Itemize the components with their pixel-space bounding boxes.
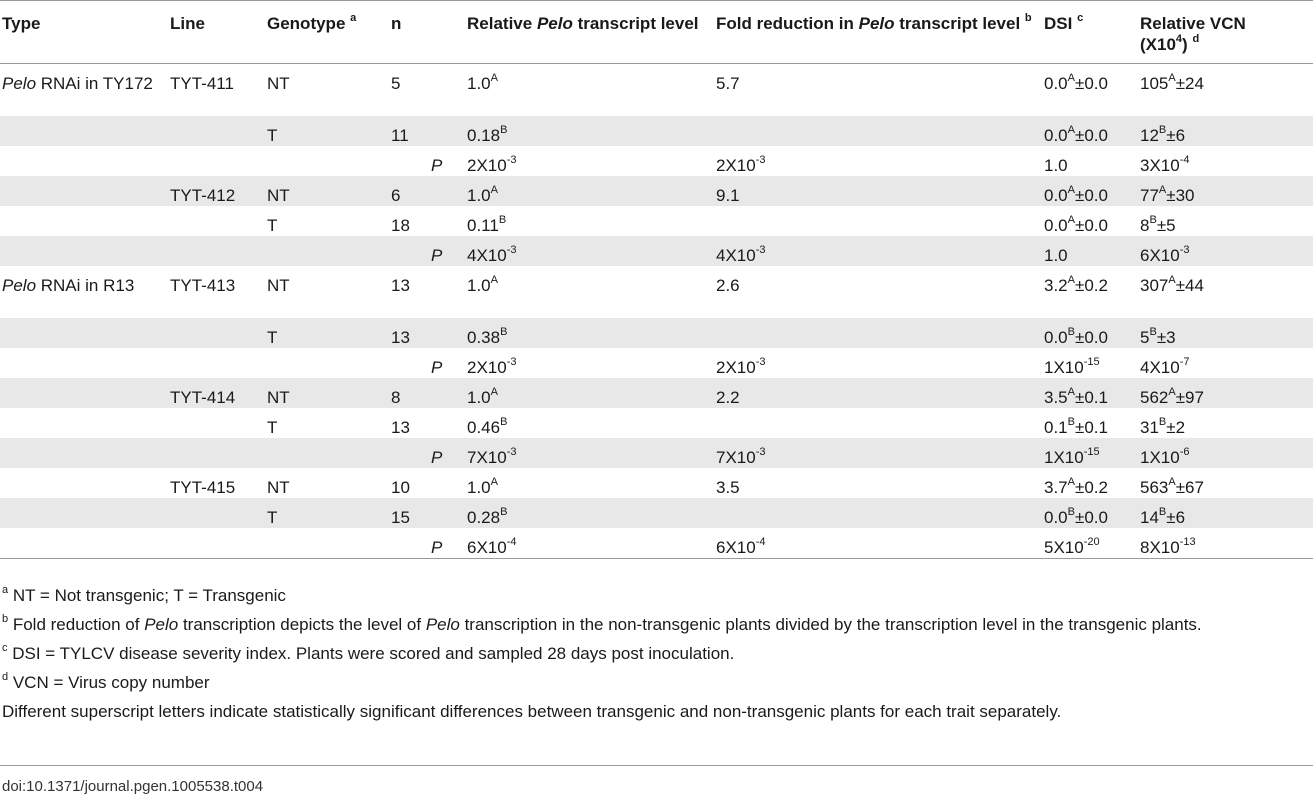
cell-line: TYT-413 (170, 275, 236, 295)
footnote-b: $^b$ Fold reduction of Pelo transcription depicts the level of Pelo transcription in the non-transgenic plants divided by the transcription level in the transgenic plants. (2, 613, 1202, 634)
table-row (0, 468, 1313, 498)
cell-vcn: $1X10^{-6}$ (1140, 445, 1190, 467)
cell-fold-reduction: $2X10^{-3}$ (716, 153, 766, 175)
cell-n: 11 (391, 125, 409, 145)
cell-line (170, 498, 267, 528)
doi-divider (0, 765, 1313, 766)
cell-dsi: $1X10^{-15}$ (1044, 355, 1100, 377)
cell-type (0, 498, 170, 528)
cell-genotype (267, 146, 391, 176)
cell-dsi: $0.0^A\pm 0.0$ (1044, 123, 1108, 145)
cell-fold-reduction: $4X10^{-3}$ (716, 243, 766, 265)
cell-vcn: $3X10^{-4}$ (1140, 153, 1190, 175)
cell-n (391, 146, 431, 176)
header-type: Type (2, 14, 41, 33)
cell-fold-reduction: $7X10^{-3}$ (716, 445, 766, 467)
cell-p-label (431, 176, 467, 206)
cell-p-label (431, 266, 467, 318)
cell-n: 13 (391, 275, 410, 295)
cell-n: 5 (391, 74, 401, 93)
cell-relative-transcript: $0.11^B$ (467, 213, 507, 235)
table-row (0, 438, 1313, 468)
cell-dsi: $3.7^A\pm 0.2$ (1044, 475, 1108, 497)
cell-genotype (267, 528, 391, 559)
cell-type (0, 176, 170, 206)
cell-fold-reduction: $6X10^{-4}$ (716, 535, 766, 557)
cell-vcn: $307^A\pm 44$ (1140, 273, 1204, 295)
footnote-c: $^c$ DSI = TYLCV disease severity index. Plants were scored and sampled 28 days post inoculation. (2, 642, 735, 663)
header-vcn: Relative VCN $(X10^4)$ $^d$ (1140, 14, 1246, 54)
cell-relative-transcript: $1.0^A$ (467, 273, 498, 295)
cell-p-label (431, 116, 467, 146)
cell-vcn: $8^B\pm 5$ (1140, 213, 1176, 235)
cell-dsi: $0.0^B\pm 0.0$ (1044, 325, 1108, 347)
cell-n (391, 236, 431, 266)
header-line: Line (170, 14, 205, 33)
doi-link[interactable]: doi:10.1371/journal.pgen.1005538.t004 (2, 778, 264, 795)
cell-fold-reduction: 2.2 (716, 387, 740, 407)
cell-relative-transcript: $6X10^{-4}$ (467, 535, 517, 557)
cell-line: TYT-411 (170, 74, 234, 93)
cell-genotype: T (267, 507, 278, 527)
table-row (0, 146, 1313, 176)
cell-type (0, 408, 170, 438)
cell-genotype: NT (267, 275, 290, 295)
cell-dsi: $0.0^A\pm 0.0$ (1044, 183, 1108, 205)
cell-type: Pelo RNAi in R13 (2, 275, 135, 295)
cell-genotype: T (267, 215, 278, 235)
cell-p-label (431, 318, 467, 348)
cell-dsi: $3.5^A\pm 0.1$ (1044, 385, 1108, 407)
cell-relative-transcript: $0.28^B$ (467, 505, 508, 527)
cell-relative-transcript: $0.38^B$ (467, 325, 508, 347)
cell-p-label (431, 468, 467, 498)
cell-p-label (431, 498, 467, 528)
cell-p-label (431, 378, 467, 408)
header-p (431, 1, 467, 64)
cell-genotype (267, 438, 391, 468)
table-row (0, 498, 1313, 528)
cell-p-label: P (431, 357, 443, 377)
header-fold-reduction: Fold reduction in Pelo transcript level $^b$ (716, 12, 1032, 33)
cell-n: 6 (391, 185, 401, 205)
cell-type (0, 146, 170, 176)
cell-fold-reduction (716, 318, 1044, 348)
table-row (0, 64, 1313, 116)
cell-relative-transcript: $1.0^A$ (467, 183, 498, 205)
cell-relative-transcript: $2X10^{-3}$ (467, 153, 517, 175)
cell-vcn: $562^A\pm 97$ (1140, 385, 1204, 407)
cell-vcn: $5^B\pm 3$ (1140, 325, 1176, 347)
cell-line: TYT-415 (170, 477, 236, 497)
cell-type (0, 528, 170, 559)
cell-type (0, 438, 170, 468)
cell-fold-reduction: 9.1 (716, 185, 740, 205)
cell-genotype (267, 348, 391, 378)
cell-genotype (267, 236, 391, 266)
cell-p-label: P (431, 447, 443, 467)
cell-type (0, 318, 170, 348)
cell-vcn: $6X10^{-3}$ (1140, 243, 1190, 265)
cell-line: TYT-414 (170, 387, 236, 407)
cell-line: TYT-412 (170, 185, 236, 205)
cell-genotype: T (267, 327, 278, 347)
footnote-a: $^a$ NT = Not transgenic; T = Transgenic (2, 584, 286, 605)
cell-line (170, 348, 267, 378)
cell-vcn: $105^A\pm 24$ (1140, 72, 1204, 93)
cell-n: 10 (391, 477, 410, 497)
cell-dsi: $0.0^A\pm 0.0$ (1044, 72, 1108, 93)
cell-line (170, 206, 267, 236)
table-row (0, 266, 1313, 318)
cell-p-label (431, 64, 467, 116)
table-row (0, 348, 1313, 378)
cell-type (0, 378, 170, 408)
cell-n (391, 528, 431, 559)
cell-relative-transcript: $1.0^A$ (467, 475, 498, 497)
cell-line (170, 146, 267, 176)
cell-fold-reduction: 2.6 (716, 275, 740, 295)
cell-fold-reduction: 3.5 (716, 477, 740, 497)
cell-fold-reduction (716, 206, 1044, 236)
cell-type (0, 468, 170, 498)
cell-dsi: $0.0^B\pm 0.0$ (1044, 505, 1108, 527)
cell-n: 18 (391, 215, 410, 235)
table-row (0, 378, 1313, 408)
cell-dsi: 1.0 (1044, 245, 1068, 265)
cell-dsi: $0.0^A\pm 0.0$ (1044, 213, 1108, 235)
cell-n: 15 (391, 507, 410, 527)
cell-fold-reduction (716, 408, 1044, 438)
cell-fold-reduction (716, 116, 1044, 146)
header-relative-transcript: Relative Pelo transcript level (467, 14, 699, 33)
cell-type (0, 206, 170, 236)
table-row (0, 528, 1313, 559)
cell-vcn: $4X10^{-7}$ (1140, 355, 1190, 377)
cell-line (170, 116, 267, 146)
cell-genotype: NT (267, 477, 290, 497)
cell-fold-reduction: $2X10^{-3}$ (716, 355, 766, 377)
cell-genotype: T (267, 125, 278, 145)
cell-line (170, 236, 267, 266)
cell-genotype: NT (267, 74, 290, 93)
cell-relative-transcript: $1.0^A$ (467, 72, 498, 93)
cell-relative-transcript: $2X10^{-3}$ (467, 355, 517, 377)
cell-dsi: $3.2^A\pm 0.2$ (1044, 273, 1108, 295)
cell-n: 13 (391, 417, 410, 437)
header-dsi: DSI $^c$ (1044, 12, 1084, 33)
cell-p-label: P (431, 155, 443, 175)
header-n: n (391, 14, 402, 33)
cell-n: 13 (391, 327, 410, 347)
table-row (0, 176, 1313, 206)
table-footnotes (2, 585, 1307, 730)
cell-type (0, 116, 170, 146)
footnote-significance: Different superscript letters indicate statistically significant differences between transgenic and non-transgenic plants for each trait separately. (2, 702, 1062, 721)
cell-p-label: P (431, 537, 443, 557)
cell-genotype: NT (267, 387, 290, 407)
cell-relative-transcript: $7X10^{-3}$ (467, 445, 517, 467)
cell-fold-reduction (716, 498, 1044, 528)
table-body (0, 64, 1313, 559)
cell-relative-transcript: $0.18^B$ (467, 123, 508, 145)
cell-p-label (431, 206, 467, 236)
cell-line (170, 438, 267, 468)
cell-relative-transcript: $1.0^A$ (467, 385, 498, 407)
table-row (0, 408, 1313, 438)
cell-p-label: P (431, 245, 443, 265)
cell-n (391, 438, 431, 468)
cell-relative-transcript: $4X10^{-3}$ (467, 243, 517, 265)
cell-p-label (431, 408, 467, 438)
cell-line (170, 318, 267, 348)
cell-dsi: $5X10^{-20}$ (1044, 535, 1100, 557)
cell-genotype: NT (267, 185, 290, 205)
cell-n: 8 (391, 387, 401, 407)
table-row (0, 116, 1313, 146)
cell-fold-reduction: 5.7 (716, 74, 740, 93)
cell-n (391, 348, 431, 378)
cell-dsi: $1X10^{-15}$ (1044, 445, 1100, 467)
cell-vcn: $14^B\pm 6$ (1140, 505, 1186, 527)
cell-vcn: $12^B\pm 6$ (1140, 123, 1186, 145)
cell-type: Pelo RNAi in TY172 (2, 74, 153, 93)
cell-vcn: $8X10^{-13}$ (1140, 535, 1196, 557)
cell-relative-transcript: $0.46^B$ (467, 415, 508, 437)
header-genotype: Genotype $^a$ (267, 12, 357, 33)
cell-line (170, 408, 267, 438)
table-row (0, 206, 1313, 236)
cell-genotype: T (267, 417, 278, 437)
cell-line (170, 528, 267, 559)
table-header-row (0, 1, 1313, 64)
cell-type (0, 348, 170, 378)
cell-type (0, 236, 170, 266)
table-row (0, 318, 1313, 348)
cell-dsi: 1.0 (1044, 155, 1068, 175)
table-row (0, 236, 1313, 266)
cell-dsi: $0.1^B\pm 0.1$ (1044, 415, 1108, 437)
cell-vcn: $31^B\pm 2$ (1140, 415, 1186, 437)
footnote-d: $^d$ VCN = Virus copy number (2, 671, 210, 692)
cell-vcn: $77^A\pm 30$ (1140, 183, 1195, 205)
cell-vcn: $563^A\pm 67$ (1140, 475, 1204, 497)
